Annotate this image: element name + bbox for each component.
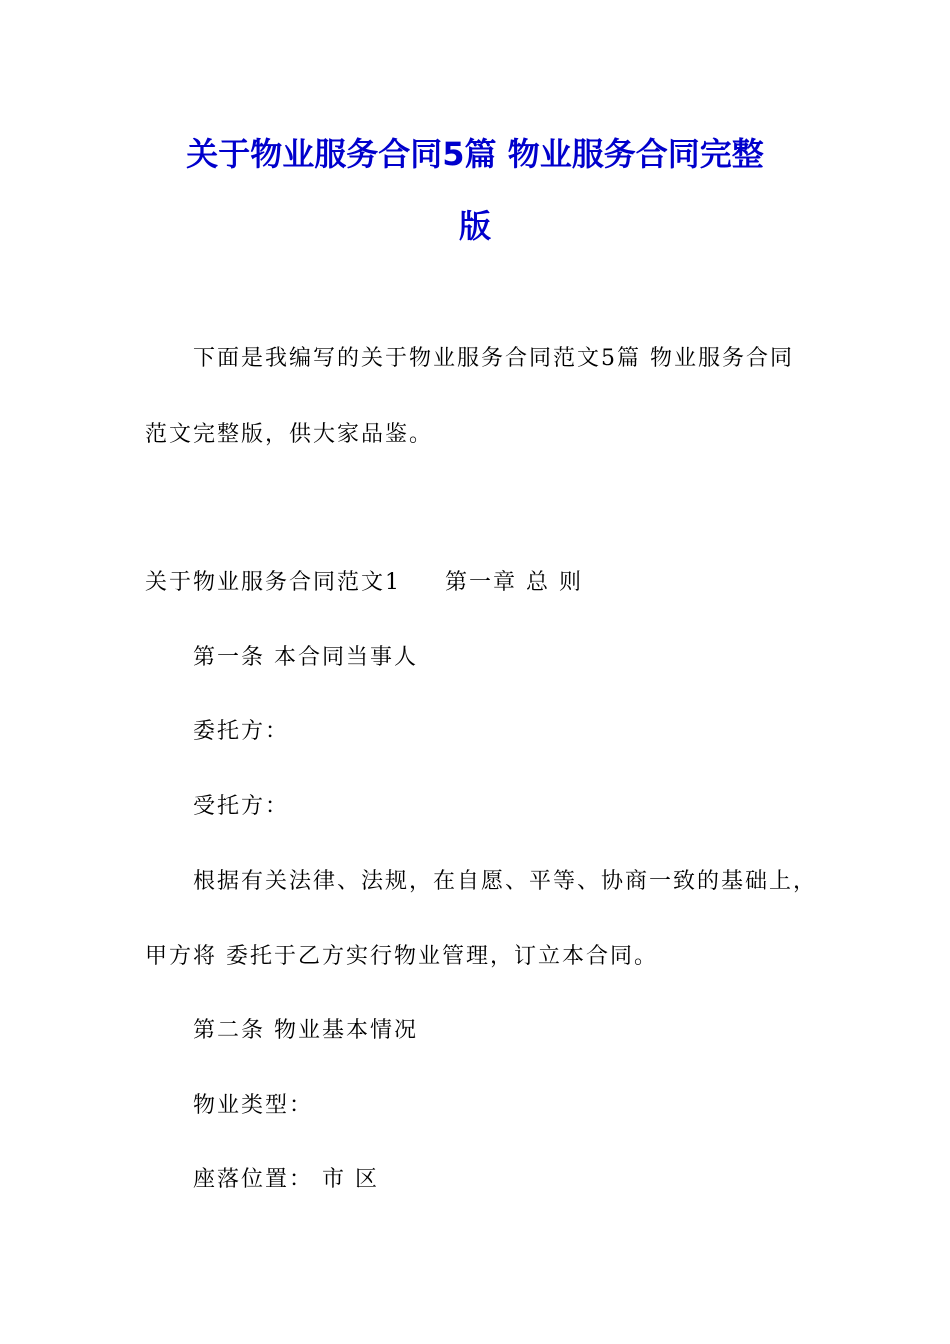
property-type-label: 物业类型： (193, 1093, 314, 1118)
intro-paragraph-line-2: 范文完整版，供大家品鉴。 (145, 422, 434, 447)
principal-label: 委托方： (193, 719, 290, 744)
agent-label: 受托方： (193, 794, 290, 819)
intro-paragraph-line-1: 下面是我编写的关于物业服务合同范文5篇 物业服务合同 (193, 346, 794, 371)
article-1-title: 第一条 本合同当事人 (193, 645, 418, 670)
basis-paragraph-line-1: 根据有关法律、法规，在自愿、平等、协商一致的基础上， (193, 869, 818, 894)
article-2-title: 第二条 物业基本情况 (193, 1018, 418, 1043)
basis-paragraph-line-2: 甲方将 委托于乙方实行物业管理，订立本合同。 (145, 944, 658, 969)
location-label: 座落位置： 市 区 (193, 1167, 379, 1192)
chapter-heading: 第一章 总 则 (445, 570, 583, 595)
section-heading-line (145, 568, 583, 598)
document-title-line-2: 版 (458, 207, 491, 245)
section-heading: 关于物业服务合同范文1 (145, 570, 401, 595)
document-title-line-1: 关于物业服务合同5篇 物业服务合同完整 (186, 135, 764, 173)
